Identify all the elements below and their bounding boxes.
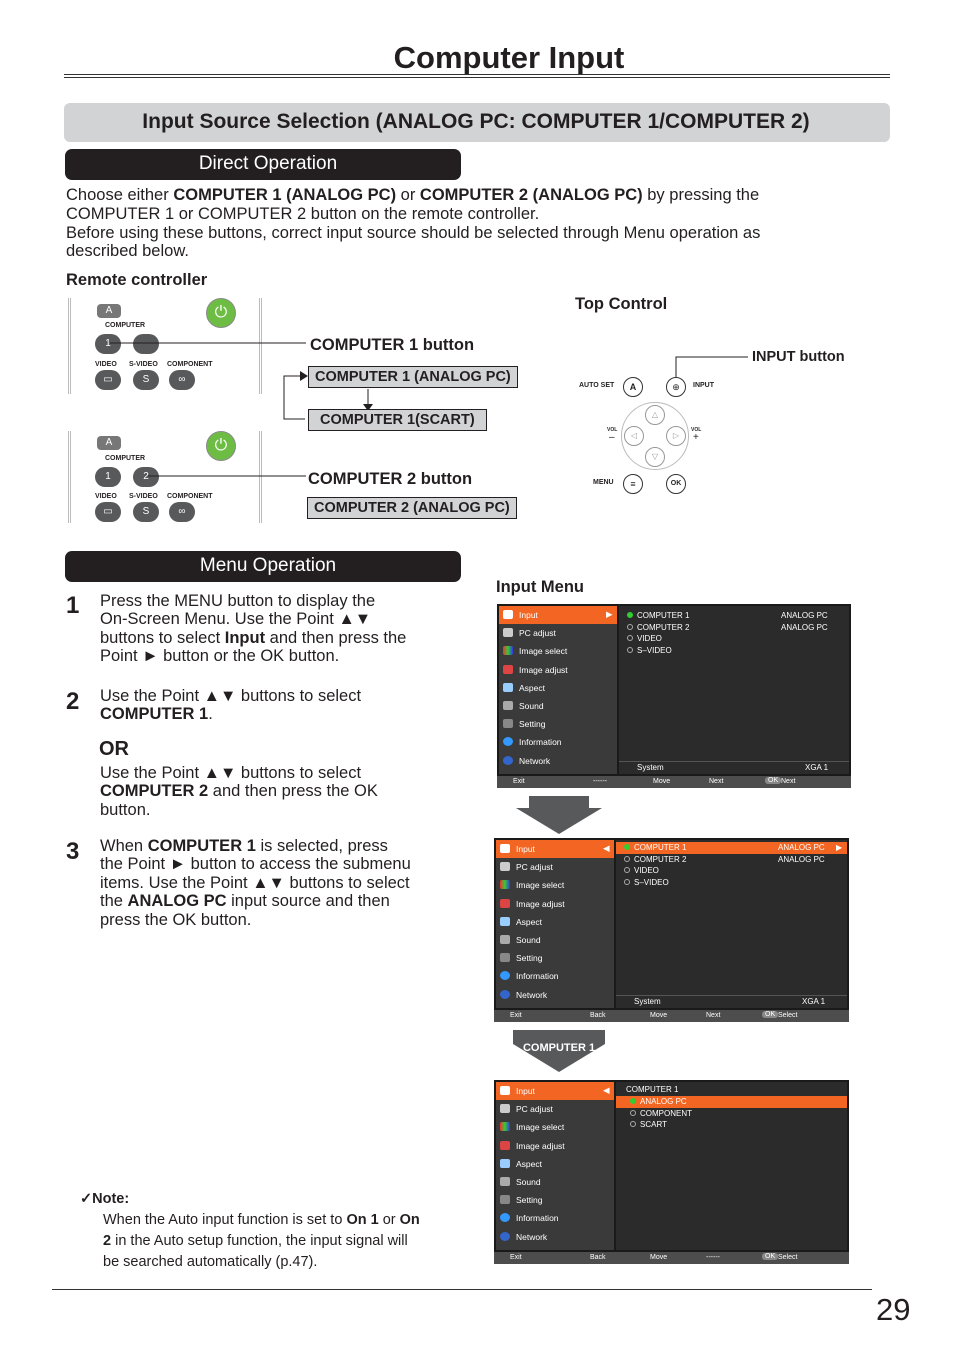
osd-left-list <box>499 606 617 774</box>
step-2-number: 2 <box>66 688 80 715</box>
component-button[interactable]: ∞ <box>169 502 195 522</box>
or-label: OR <box>99 738 129 760</box>
text: Move <box>653 778 671 785</box>
osd-item-aspect[interactable] <box>499 679 617 697</box>
osd-item-input[interactable] <box>499 606 617 624</box>
osd-row[interactable] <box>619 610 849 622</box>
text: Aspect <box>519 682 545 693</box>
text: System <box>637 763 664 772</box>
step-3-number: 3 <box>66 838 80 865</box>
osd-right-panel <box>616 840 847 1008</box>
video-label: VIDEO <box>95 493 117 500</box>
text-bold: On 1 <box>346 1212 379 1228</box>
osd-item-setting[interactable] <box>496 1191 614 1209</box>
note-text <box>80 1210 456 1273</box>
text: items. Use the Point ▲▼ buttons to select <box>100 873 410 892</box>
text: input source and then <box>226 892 390 911</box>
text: Exit <box>510 1254 522 1261</box>
ok-button[interactable]: OK <box>666 474 686 494</box>
text: and then press the <box>265 628 407 647</box>
text: COMPUTER 1 or COMPUTER 2 button on the remote controller. <box>66 204 540 223</box>
osd-footer <box>494 1010 849 1022</box>
osd-item-information[interactable] <box>496 967 614 985</box>
text: ANALOG PC <box>778 843 825 852</box>
vol-minus-sign: – <box>609 432 615 443</box>
text: be searched automatically (p.47). <box>103 1254 318 1270</box>
osd-item-setting[interactable] <box>496 949 614 967</box>
page-number: 29 <box>876 1292 911 1327</box>
footer-rule <box>52 1289 872 1290</box>
text: Next <box>706 1012 721 1019</box>
text: PC adjust <box>519 628 556 639</box>
text: SCART <box>640 1120 667 1129</box>
text: Sound <box>516 1176 541 1187</box>
top-control-panel <box>575 372 725 497</box>
menu-operation-heading <box>65 551 461 582</box>
osd-row[interactable] <box>619 645 849 657</box>
text: Select <box>778 1254 798 1261</box>
text: . <box>208 705 213 724</box>
osd-item-pc-adjust[interactable] <box>499 624 617 642</box>
osd-system-row <box>616 995 847 1008</box>
callout-lines <box>0 0 954 560</box>
text: or <box>396 186 420 204</box>
osd-system-row <box>619 761 849 774</box>
menu-button[interactable]: ≡ <box>623 474 643 494</box>
text: System <box>634 997 661 1006</box>
step-2-text <box>100 687 450 724</box>
text: Move <box>650 1254 668 1261</box>
osd-item-information[interactable] <box>499 733 617 751</box>
osd-row[interactable] <box>619 633 849 645</box>
remote-controller-label: Remote controller <box>66 271 208 289</box>
osd-right-panel <box>616 1082 847 1250</box>
text: Information <box>516 971 559 982</box>
video-button[interactable]: ▭ <box>95 502 121 522</box>
osd-item-sound[interactable] <box>496 1173 614 1191</box>
text: in the Auto setup function, the input signal will <box>111 1233 408 1249</box>
auto-set-button[interactable]: A <box>623 377 643 397</box>
osd-footer <box>494 1252 849 1264</box>
text: Input <box>519 610 538 620</box>
osd-item-sound[interactable] <box>496 931 614 949</box>
text: Next <box>781 778 796 785</box>
component-label: COMPONENT <box>167 361 213 368</box>
text-bold: On <box>399 1212 420 1228</box>
osd-left-list <box>496 1082 614 1250</box>
text: ANALOG PC <box>778 854 825 864</box>
text: Move <box>650 1012 668 1019</box>
step-3-text <box>100 837 455 929</box>
text: XGA 1 <box>802 997 826 1006</box>
text: Exit <box>513 778 525 785</box>
osd-item-network[interactable] <box>496 1228 614 1246</box>
left-button[interactable]: ◁ <box>624 426 644 446</box>
text: Exit <box>510 1012 522 1019</box>
text: buttons to select <box>100 628 225 647</box>
text: Point ► button or the OK button. <box>100 647 340 666</box>
power-button[interactable]: ⏻ <box>206 431 236 461</box>
text: Select <box>778 1012 798 1019</box>
computer-1-analog-label: COMPUTER 1 (ANALOG PC) <box>308 366 518 388</box>
auto-set-button[interactable]: A <box>97 304 121 318</box>
menu-operation-label: Menu Operation <box>199 555 337 576</box>
computer-1-button[interactable]: 1 <box>95 334 121 354</box>
text: Next <box>709 778 724 785</box>
text: Aspect <box>516 916 542 927</box>
text-bold: 2 <box>103 1233 112 1249</box>
text: XGA 1 <box>805 763 829 772</box>
text: When <box>100 837 148 855</box>
osd-item-image-select[interactable] <box>499 642 617 660</box>
video-label: VIDEO <box>95 361 117 368</box>
text: S–VIDEO <box>637 645 672 655</box>
osd-row-selected[interactable] <box>616 842 847 854</box>
text: Image adjust <box>519 664 568 675</box>
text: the <box>100 892 128 911</box>
text: Network <box>516 989 548 1000</box>
vol-minus-label: VOL <box>607 427 618 433</box>
text-bold: COMPUTER 2 <box>100 782 209 801</box>
osd-item-setting[interactable] <box>499 715 617 733</box>
computer-label: COMPUTER <box>105 322 146 329</box>
text: COMPUTER 2 <box>634 854 687 864</box>
component-label: COMPONENT <box>167 493 213 500</box>
computer-2-analog-label: COMPUTER 2 (ANALOG PC) <box>307 497 517 519</box>
osd-left-list <box>496 840 614 1008</box>
right-button[interactable]: ▷ <box>666 426 686 446</box>
osd-item-aspect[interactable] <box>496 913 614 931</box>
power-button[interactable]: ⏻ <box>206 298 236 328</box>
text: Setting <box>519 719 546 730</box>
left-arrow-icon: ◀ <box>603 843 610 853</box>
input-button[interactable]: ⊕ <box>666 377 686 397</box>
text: and then press the OK <box>208 782 378 801</box>
text-bold: COMPUTER 1 (ANALOG PC) <box>173 186 397 204</box>
svideo-label: S-VIDEO <box>129 361 158 368</box>
component-button[interactable]: ∞ <box>169 370 195 390</box>
text: Input <box>516 844 535 854</box>
osd-item-input[interactable] <box>496 840 614 858</box>
text-bold: COMPUTER 1 <box>147 837 256 855</box>
osd-row[interactable] <box>619 622 849 634</box>
ok-icon: OK <box>762 1253 778 1260</box>
text: VIDEO <box>634 866 659 875</box>
osd-item-image-adjust[interactable] <box>499 661 617 679</box>
text: button. <box>100 800 151 819</box>
text-bold: COMPUTER 2 (ANALOG PC) <box>419 186 643 204</box>
text: Setting <box>516 953 543 964</box>
up-button[interactable]: △ <box>645 405 665 425</box>
text: ANALOG PC <box>781 622 828 632</box>
text: COMPUTER 1 <box>637 611 690 620</box>
osd-row[interactable] <box>616 854 847 866</box>
computer-1-arrow-label: COMPUTER 1 <box>522 1042 596 1054</box>
svideo-button[interactable]: S <box>133 502 159 522</box>
text: PC adjust <box>516 862 553 873</box>
text: Back <box>590 1254 606 1261</box>
osd-item-aspect[interactable] <box>496 1155 614 1173</box>
vol-plus-label: VOL <box>691 427 702 433</box>
text: or <box>378 1212 400 1228</box>
text: COMPUTER 1 <box>634 843 687 852</box>
down-button[interactable]: ▽ <box>645 447 665 467</box>
text: Choose either <box>66 186 174 204</box>
text: Input <box>516 1086 535 1096</box>
text: Image select <box>516 880 565 891</box>
text: Use the Point ▲▼ buttons to select <box>100 764 362 782</box>
text: is selected, press <box>255 837 388 855</box>
vol-plus-sign: + <box>693 432 699 443</box>
osd-item-network[interactable] <box>496 986 614 1004</box>
text: Information <box>516 1213 559 1224</box>
text-bold: ANALOG PC <box>127 892 227 911</box>
text: ------ <box>593 778 607 785</box>
text: Image adjust <box>516 898 565 909</box>
down-arrow-1 <box>514 796 604 836</box>
text: Aspect <box>516 1158 542 1169</box>
text: Image adjust <box>516 1140 565 1151</box>
osd-row[interactable] <box>616 865 847 877</box>
osd-menu-3 <box>494 1080 849 1264</box>
ok-icon: OK <box>762 1011 778 1018</box>
osd-item-image-adjust[interactable] <box>496 1137 614 1155</box>
text: Image select <box>519 646 568 657</box>
text: COMPUTER 2 <box>637 622 690 632</box>
text: Image select <box>516 1122 565 1133</box>
text: described below. <box>66 242 189 261</box>
input-menu-label: Input Menu <box>496 578 584 596</box>
osd-menu-2 <box>494 838 849 1022</box>
text: On-Screen Menu. Use the Point ▲▼ <box>100 610 372 629</box>
osd-item-pc-adjust[interactable] <box>496 858 614 876</box>
text: COMPONENT <box>640 1108 692 1118</box>
text: Setting <box>516 1195 543 1206</box>
text: S–VIDEO <box>634 877 669 887</box>
ok-icon: OK <box>765 777 781 784</box>
input-label: INPUT <box>693 382 714 389</box>
osd-item-image-adjust[interactable] <box>496 895 614 913</box>
video-button[interactable]: ▭ <box>95 370 121 390</box>
text: When the Auto input function is set to <box>103 1212 347 1228</box>
osd-submenu-header <box>616 1084 847 1096</box>
note-block <box>80 1189 456 1273</box>
text: Network <box>519 755 551 766</box>
text: Before using these buttons, correct input source should be selected through Menu operation as <box>66 223 761 242</box>
osd-row[interactable] <box>616 877 847 889</box>
computer-label: COMPUTER <box>105 455 146 462</box>
osd-item-image-select[interactable] <box>496 1118 614 1136</box>
text: Network <box>516 1231 548 1242</box>
step-1-number: 1 <box>66 592 80 619</box>
note-title: ✓Note: <box>80 1191 130 1207</box>
text: ANALOG PC <box>640 1097 687 1106</box>
svideo-label: S-VIDEO <box>129 493 158 500</box>
text: COMPUTER 1 <box>626 1085 679 1094</box>
text: PC adjust <box>516 1104 553 1115</box>
text: press the OK button. <box>100 910 252 929</box>
auto-set-button[interactable]: A <box>97 436 121 450</box>
computer-2-button-label: COMPUTER 2 button <box>308 470 473 488</box>
osd-item-image-select[interactable] <box>496 876 614 894</box>
computer-1-button-label: COMPUTER 1 button <box>310 336 475 354</box>
computer-1-scart-label: COMPUTER 1(SCART) <box>308 409 487 431</box>
page-title: Computer Input <box>393 40 625 75</box>
right-arrow-icon: ▶ <box>606 609 613 619</box>
osd-right-panel <box>619 606 849 774</box>
osd-row[interactable] <box>616 1108 847 1120</box>
right-arrow-icon: ▶ <box>836 843 843 852</box>
computer-1-button[interactable]: 1 <box>95 467 121 487</box>
osd-menu-1 <box>497 604 851 788</box>
text: VIDEO <box>637 634 662 643</box>
osd-item-network[interactable] <box>499 752 617 770</box>
osd-row[interactable] <box>616 1119 847 1131</box>
step-1-text <box>100 592 450 666</box>
computer-2-button[interactable]: 2 <box>133 467 159 487</box>
or-text <box>100 764 450 819</box>
osd-item-sound[interactable] <box>499 697 617 715</box>
text: by pressing the <box>642 186 760 204</box>
text: Sound <box>516 934 541 945</box>
menu-label: MENU <box>593 479 614 486</box>
text: Use the Point ▲▼ buttons to select <box>100 687 362 705</box>
text: Press the MENU button to display the <box>100 592 376 610</box>
text: Information <box>519 737 562 748</box>
section-subtitle: Input Source Selection (ANALOG PC: COMPUTER 1/COMPUTER 2) <box>142 110 810 133</box>
text: Back <box>590 1012 606 1019</box>
auto-set-label: AUTO SET <box>579 382 615 389</box>
direction-pad <box>621 402 689 470</box>
text: ------ <box>706 1254 720 1261</box>
left-arrow-icon: ◀ <box>603 1085 610 1095</box>
input-button-label: INPUT button <box>752 349 845 365</box>
text: the Point ► button to access the submenu <box>100 855 411 874</box>
osd-item-information[interactable] <box>496 1209 614 1227</box>
text: ANALOG PC <box>781 611 828 620</box>
direct-operation-label: Direct Operation <box>198 153 338 174</box>
text-bold: Input <box>224 628 266 647</box>
svideo-button[interactable]: S <box>133 370 159 390</box>
text: Sound <box>519 700 544 711</box>
text-bold: COMPUTER 1 <box>100 705 209 724</box>
osd-row-selected[interactable] <box>616 1096 847 1108</box>
osd-footer <box>497 776 851 788</box>
top-control-label: Top Control <box>575 295 668 313</box>
osd-item-pc-adjust[interactable] <box>496 1100 614 1118</box>
osd-item-input[interactable] <box>496 1082 614 1100</box>
